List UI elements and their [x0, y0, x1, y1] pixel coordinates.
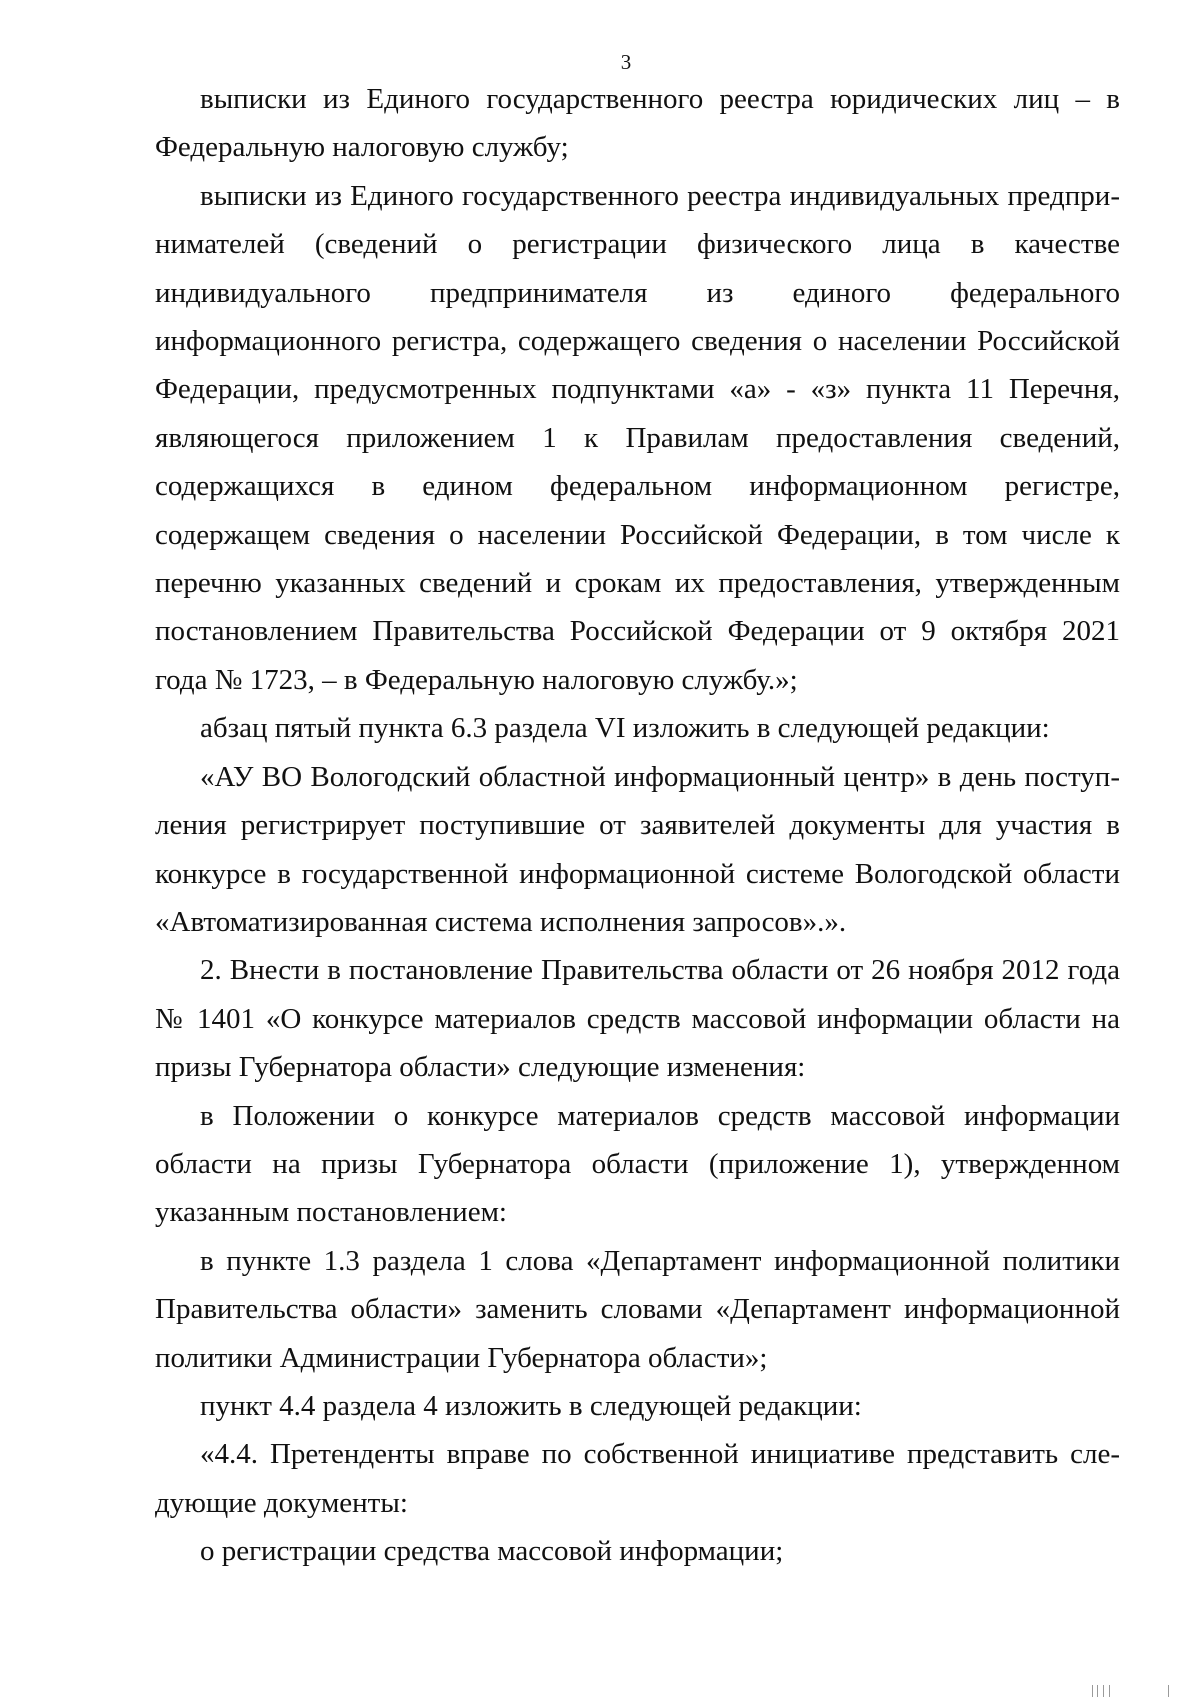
paragraph-egrul-extract: выписки из Единого государственного реестра юридических лиц – в Федеральную налоговую службу; — [155, 83, 1120, 164]
scan-mark — [1109, 1685, 1110, 1697]
paragraph-section-6-3-amendment: абзац пятый пункта 6.3 раздела VI изложить в следующей редакции: — [200, 712, 1050, 745]
scan-mark — [1168, 1685, 1169, 1697]
scan-mark — [1092, 1685, 1093, 1697]
paragraph-item-4-4-text: «4.4. Претенденты вправе по собственной инициативе представить следующие документы: — [155, 1438, 1120, 1519]
paragraph-egrip-extract: выписки из Единого государственного реестра индивидуальных предпринимателей (сведений о регистрации физического лица в качестве индивидуального предпринимателя из единого федерального информационного регистра, содержащего сведения о населении Российской Федерации, предусмотренных подпунктами «а» - «з» пункта 11 Перечня, являющегося приложением 1 к Правилам предоставления сведений, содержащихся в едином федеральном информационном регистре, содержащем сведения о населении Российской Федерации, в том числе к перечню указанных сведений и срокам их предоставления, утвержденным постановлением Правительства Российской Федерации от 9 октября 2021 года № 1723, – в Федеральную налоговую службу.»; — [155, 179, 1120, 696]
paragraph-item-2: 2. Внести в постановление Правительства области от 26 ноября 2012 года № 1401 «О конкурсе материалов средств массовой информации области на призы Губернатора области» следующие изменения: — [155, 954, 1120, 1084]
page-number: 3 — [620, 50, 632, 74]
scan-mark — [1103, 1685, 1104, 1697]
paragraph-item-4-4-amendment: пункт 4.4 раздела 4 изложить в следующей редакции: — [200, 1389, 862, 1422]
document-body — [155, 75, 1120, 1576]
paragraph-item-1-3-replacement: в пункте 1.3 раздела 1 слова «Департамент информационной политики Правительства области» заменить словами «Департамент информационной политики Администрации Губернатора области»; — [155, 1244, 1120, 1374]
scan-mark — [1097, 1685, 1098, 1697]
paragraph-regulation-changes: в Положении о конкурсе материалов средств массовой информации области на призы Губернатора области (приложение 1), утвержденном указанным постановлением: — [155, 1099, 1120, 1229]
paragraph-registration-procedure: «АУ ВО Вологодский областной информационный центр» в день поступления регистрирует поступившие от заявителей документы для участия в конкурсе в государственной информационной системе Вологодской области «Автоматизированная система исполнения запросов».». — [155, 760, 1120, 938]
paragraph-media-registration: о регистрации средства массовой информации; — [200, 1535, 784, 1568]
